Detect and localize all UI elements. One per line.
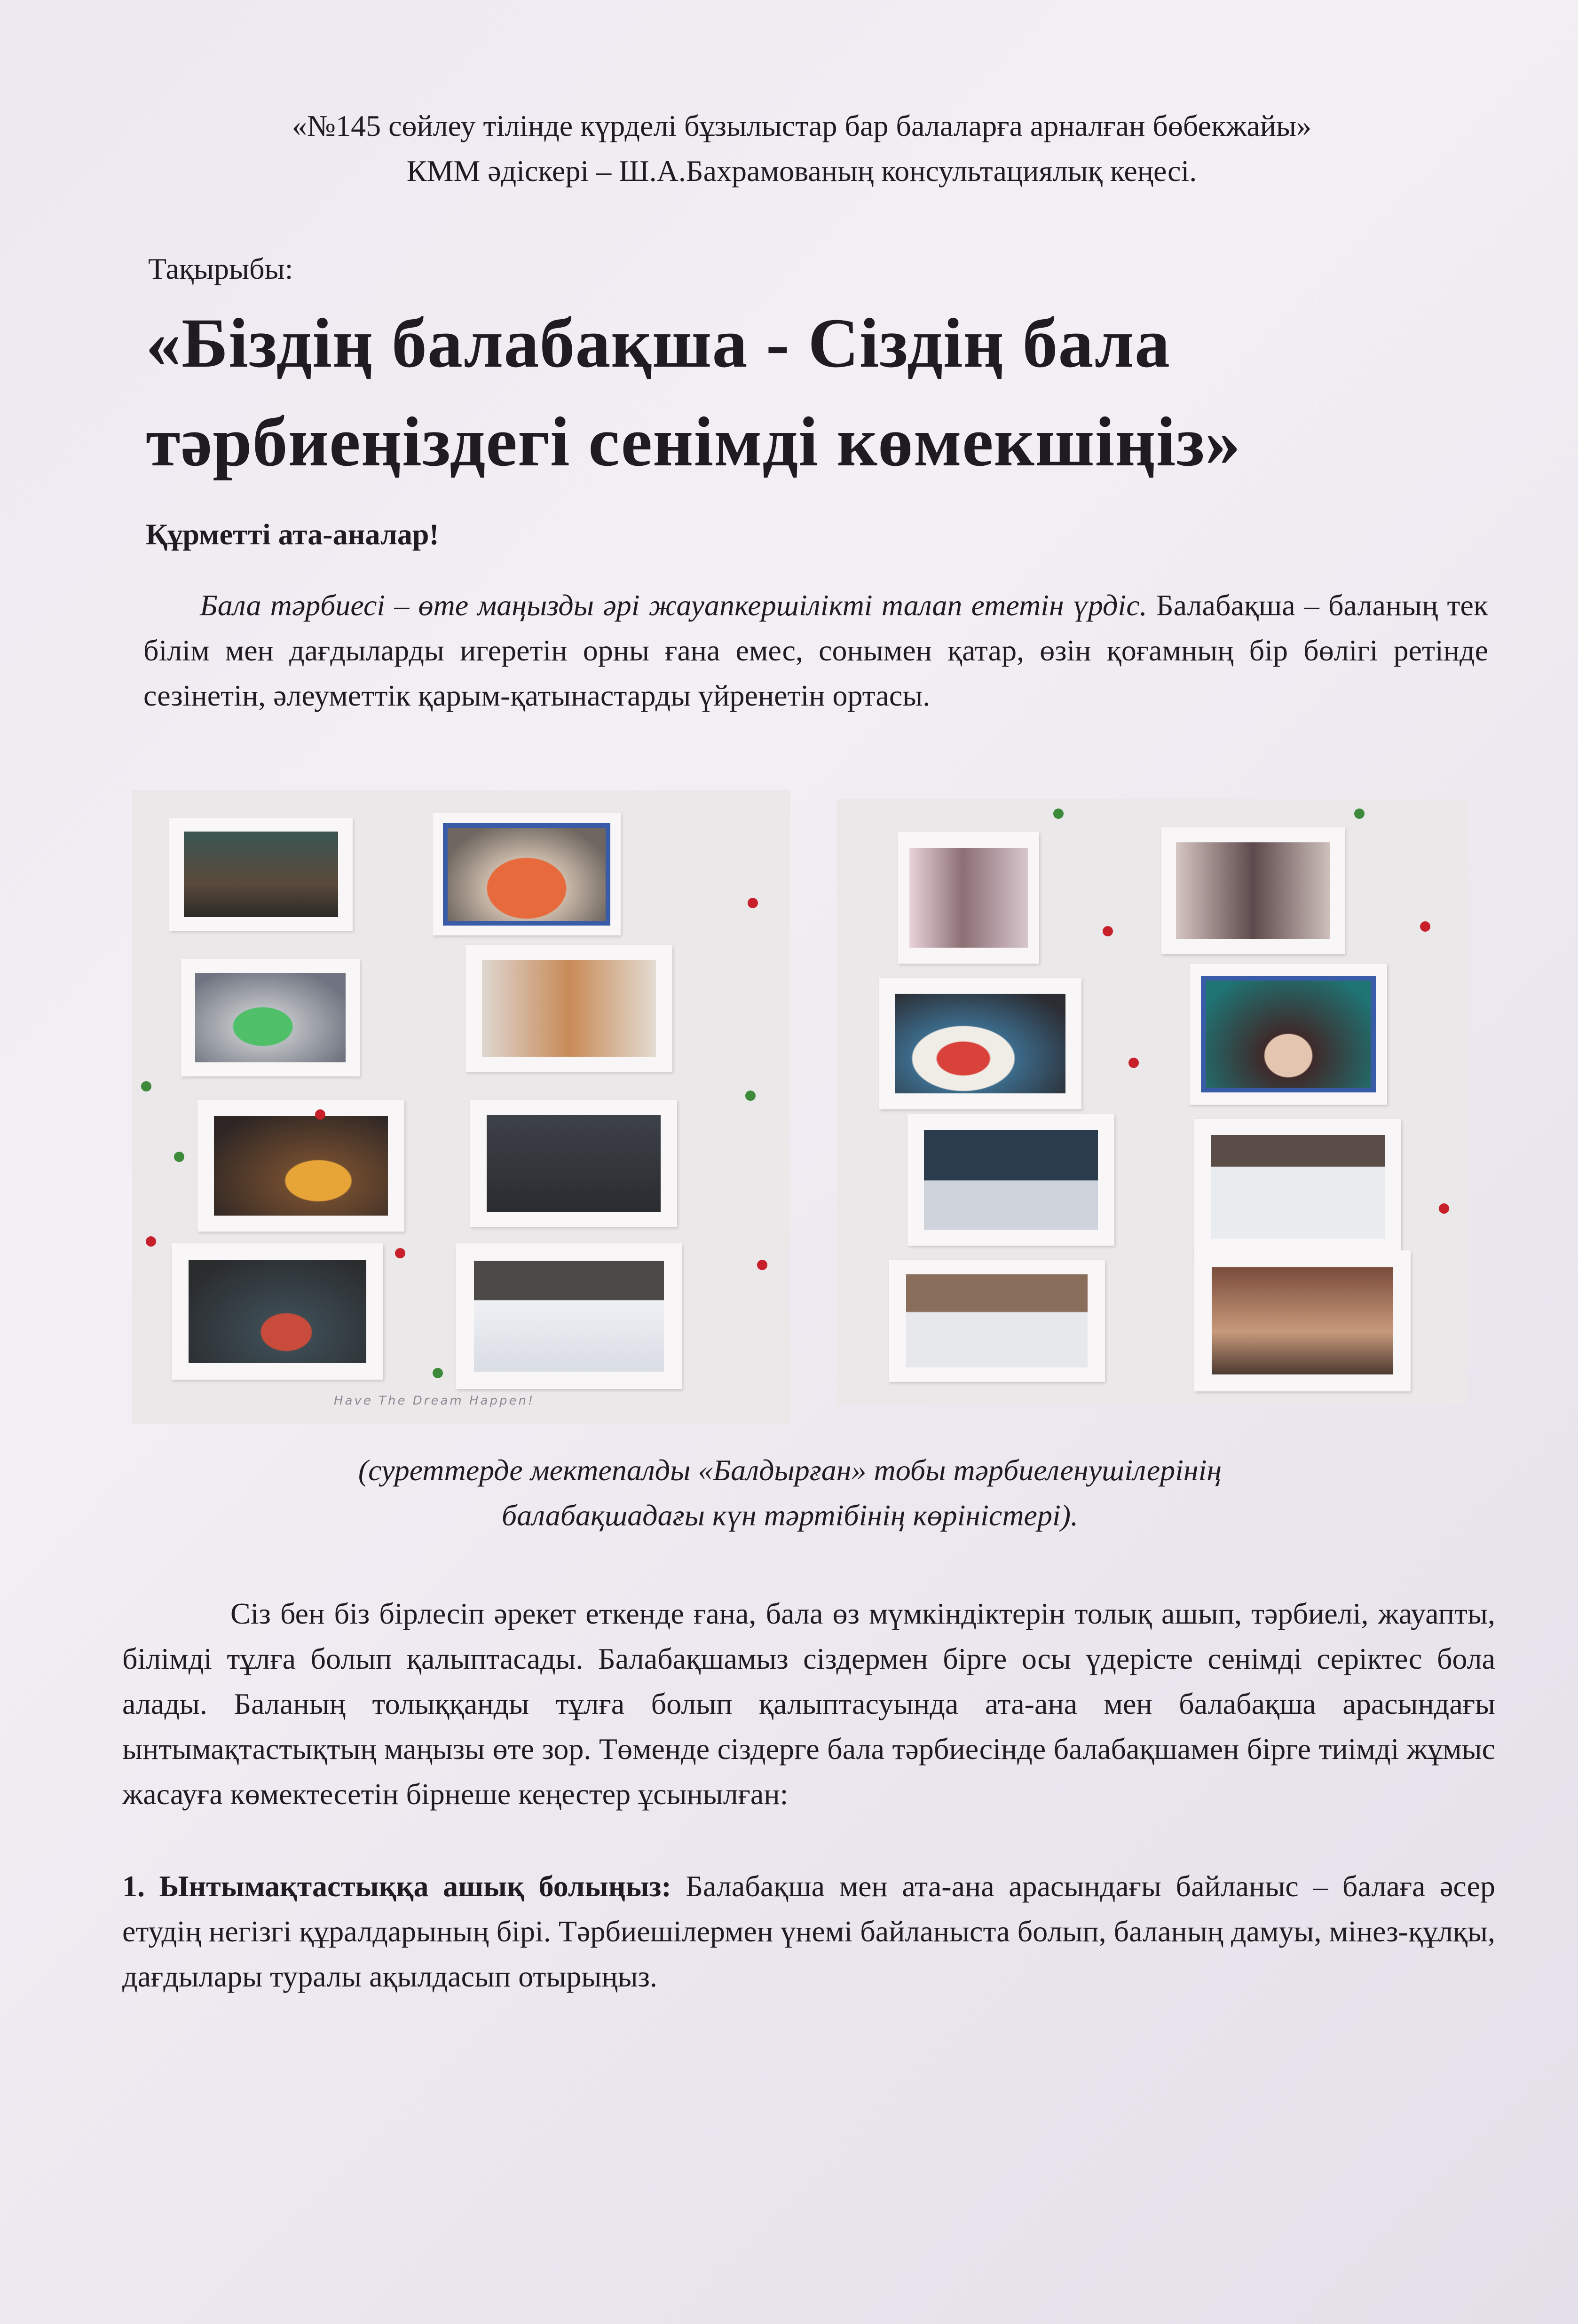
paragraph-2: Сіз бен біз бірлесіп әрекет еткенде ғана, бала өз мүмкіндіктерін толық ашып, тәрбиелі, жауапты, білімді тұлға болып қалыптасады. Балабақшамыз сіздермен бірге осы үдерісте сенімді серіктес бола алады. Баланың толыққанды тұлға болып қалыптасуында ата-ана мен балабақша арасындағы ынтымақтастықтың маңызы өте зор. Төменде сіздерге бала тәрбиесінде балабақшамен бірге тиімді жұмыс жасауға көмектесетін бірнеше кеңестер ұсынылған: xyxy=(122,1597,1495,1811)
intro-paragraph xyxy=(143,583,1488,718)
document-title xyxy=(146,294,1509,491)
photo-card xyxy=(889,1260,1105,1382)
photo-card xyxy=(879,978,1081,1109)
craft-photo xyxy=(214,1116,388,1216)
decor-dot xyxy=(748,898,758,908)
gym-photo xyxy=(924,1130,1098,1230)
topic-label: Тақырыбы: xyxy=(148,252,293,285)
decor-dot xyxy=(1053,809,1064,819)
greeting: Құрметті ата-аналар! xyxy=(146,518,439,551)
decor-dot xyxy=(174,1152,184,1162)
photo-card xyxy=(1161,827,1345,954)
photo-card xyxy=(197,1100,404,1232)
winter-photo xyxy=(906,1274,1088,1367)
snow-play-photo xyxy=(1211,1135,1385,1239)
decor-dot xyxy=(395,1248,405,1258)
title-line-1: «Біздің балабақша - Сіздің бала xyxy=(146,304,1170,382)
intro-rest: Балабақша – баланың тек білім мен дағдыларды игеретін орны ғана емес, сонымен қатар, өзін қоғамның бір бөлігі ретінде сезінетін, әлеуметтік қарым-қатынастарды үйренетін ортасы. xyxy=(143,589,1489,712)
drawing-photo-2 xyxy=(1206,981,1372,1088)
decor-dot xyxy=(141,1081,151,1091)
drawing-photo xyxy=(895,994,1065,1094)
title-line-2: тәрбиеңіздегі сенімді көмекшіңіз» xyxy=(146,403,1241,481)
photo-card xyxy=(907,1114,1114,1246)
header-line-2: КММ әдіскері – Ш.А.Бахрамованың консультациялық кеңесі. xyxy=(406,154,1197,188)
photo-caption xyxy=(141,1448,1439,1538)
dining-photo xyxy=(189,1260,366,1363)
photo-card xyxy=(172,1243,383,1380)
caption-line-2: балабақшадағы күн тәртібінің көріністері). xyxy=(501,1499,1079,1532)
header xyxy=(155,103,1448,194)
tip-1-heading: 1. Ынтымақтастыққа ашық болыңыз: xyxy=(122,1869,671,1903)
indoor-game-photo xyxy=(1212,1267,1393,1374)
collage-right xyxy=(837,799,1467,1405)
photo-card xyxy=(470,1100,677,1227)
activity-photo xyxy=(482,960,656,1056)
decor-dot xyxy=(745,1091,756,1101)
winter-walk-photo xyxy=(474,1261,663,1372)
play-room-photo xyxy=(195,973,345,1062)
decor-dot xyxy=(757,1260,767,1270)
photo-card xyxy=(433,813,621,935)
photo-card xyxy=(898,832,1039,964)
hall-photo xyxy=(487,1115,661,1211)
photo-card xyxy=(1194,1250,1411,1391)
photo-signature: Have The Dream Happen! xyxy=(334,1394,535,1408)
photo-collage xyxy=(132,785,1467,1424)
decor-dot xyxy=(1420,921,1430,932)
header-line-1: «№145 сөйлеу тілінде күрделі бұзылыстар бар балаларға арналған бөбекжайы» xyxy=(292,109,1311,142)
photo-card xyxy=(181,959,360,1076)
photo-card xyxy=(1194,1119,1401,1255)
decor-dot xyxy=(1354,809,1365,819)
intro-lead: Бала тәрбиесі – өте маңызды әрі жауапкершілікті талап ететін үрдіс. xyxy=(200,589,1147,622)
collage-left xyxy=(132,790,790,1424)
photo-card xyxy=(169,818,353,931)
greeting-photo xyxy=(909,848,1028,948)
caption-line-1: (суреттерде мектепалды «Балдырған» тобы тәрбиеленушілерінің xyxy=(358,1453,1222,1487)
decor-dot xyxy=(1103,926,1113,936)
photo-card xyxy=(456,1243,682,1389)
tip-1 xyxy=(122,1864,1495,1999)
classroom-photo xyxy=(184,832,338,917)
decor-dot xyxy=(433,1368,443,1378)
tip-1-text: Балабақша мен ата-ана арасындағы байланыс – балаға әсер етудің негізгі құралдарының бірі. Тәрбиешілермен үнемі байланыста болып, баланың дамуы, мінез-құлқы, дағдылары туралы ақылдасып отырыңыз. xyxy=(122,1869,1496,1993)
decor-dot xyxy=(1128,1058,1139,1068)
table-photo xyxy=(448,828,606,921)
greeting-photo-2 xyxy=(1176,842,1330,939)
photo-card xyxy=(1190,964,1387,1105)
photo-card xyxy=(466,945,672,1072)
decor-dot xyxy=(1439,1203,1449,1214)
decor-dot xyxy=(315,1109,325,1120)
decor-dot xyxy=(146,1236,156,1247)
